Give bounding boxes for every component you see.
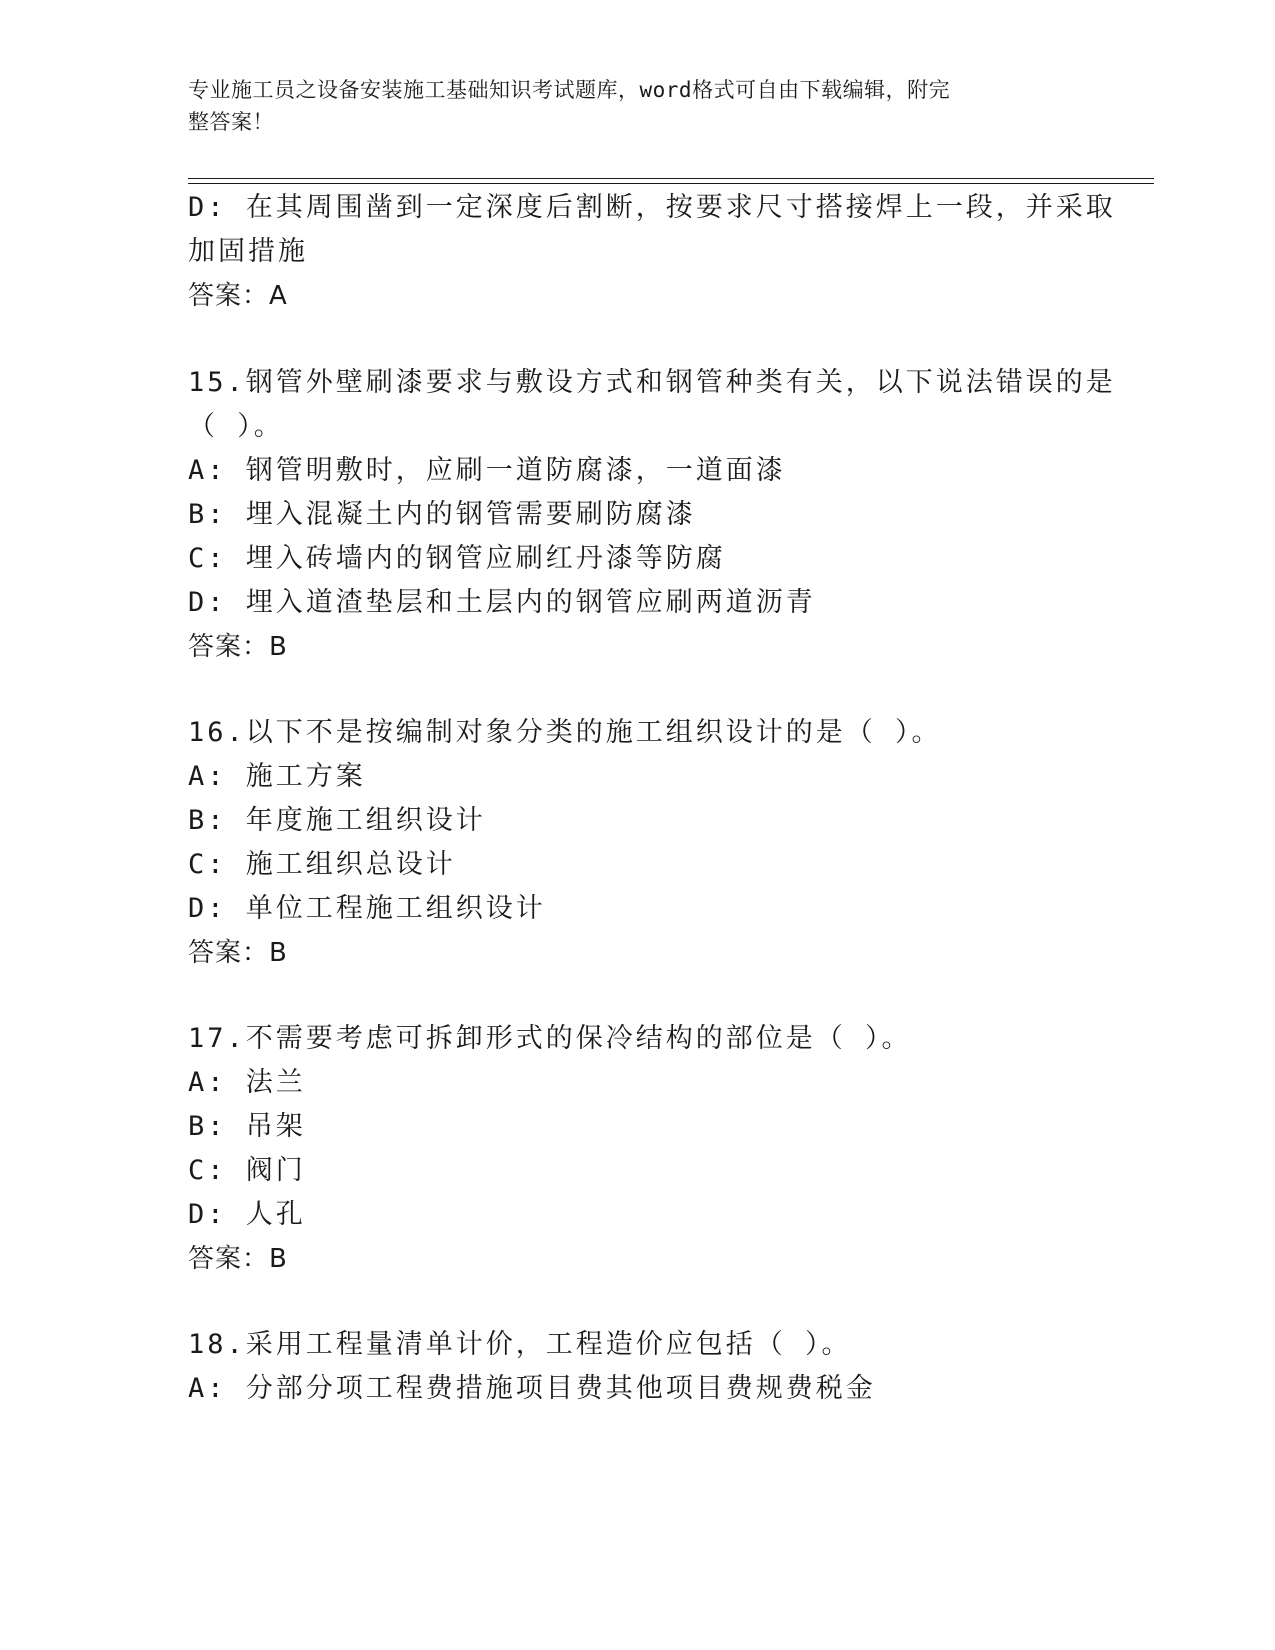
header-title-line-1: 专业施工员之设备安装施工基础知识考试题库，word格式可自由下载编辑，附完 [188,78,951,102]
q17-option-c: C: 阀门 [188,1155,306,1186]
q15-option-a: A: 钢管明敷时，应刷一道防腐漆，一道面漆 [188,455,786,486]
q17-answer: 答案：B [188,1244,288,1274]
q17-option-b: B: 吊架 [188,1111,306,1142]
q16-answer: 答案：B [188,938,288,968]
q16-stem-line-1: 16.以下不是按编制对象分类的施工组织设计的是（ ）。 [188,717,942,748]
q17-option-a: A: 法兰 [188,1067,306,1098]
header-divider-top [188,178,1154,179]
q16-option-b: B: 年度施工组织设计 [188,805,486,836]
q15-option-d: D: 埋入道渣垫层和土层内的钢管应刷两道沥青 [188,587,816,618]
q17-stem-line-1: 17.不需要考虑可拆卸形式的保冷结构的部位是（ ）。 [188,1023,912,1054]
q16-option-d: D: 单位工程施工组织设计 [188,893,546,924]
document-header [188,74,1068,138]
q17-option-d: D: 人孔 [188,1199,306,1230]
q14-answer: 答案：A [188,281,288,311]
q14-option-d-line-2: 加固措施 [188,236,308,267]
q16-option-a: A: 施工方案 [188,761,366,792]
header-title-line-2: 整答案！ [188,110,274,134]
q14-option-d-line-1: D: 在其周围凿到一定深度后割断，按要求尺寸搭接焊上一段，并采取 [188,192,1116,223]
q18-stem-line-1: 18.采用工程量清单计价，工程造价应包括（ ）。 [188,1329,852,1360]
q15-option-c: C: 埋入砖墙内的钢管应刷红丹漆等防腐 [188,543,726,574]
q15-option-b: B: 埋入混凝土内的钢管需要刷防腐漆 [188,499,696,530]
q16-option-c: C: 施工组织总设计 [188,849,456,880]
q15-stem-line-1: 15.钢管外壁刷漆要求与敷设方式和钢管种类有关，以下说法错误的是 [188,367,1116,398]
q15-answer: 答案：B [188,632,288,662]
header-divider-bottom [188,183,1154,184]
q18-option-a: A: 分部分项工程费措施项目费其他项目费规费税金 [188,1373,876,1404]
q15-stem-line-2: （ ）。 [188,411,284,442]
